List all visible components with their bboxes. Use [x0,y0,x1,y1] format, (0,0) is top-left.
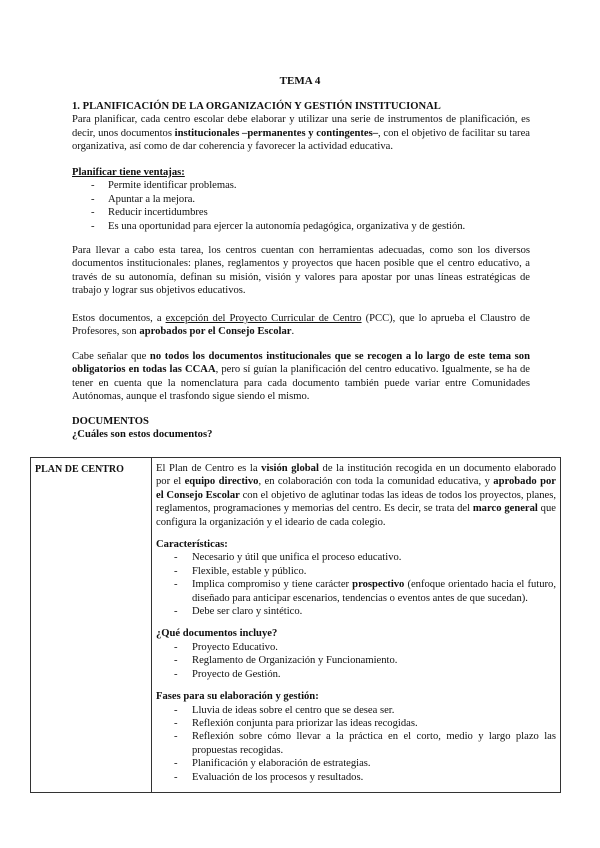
approval-paragraph: Estos documentos, a excepción del Proyecto Curricular de Centro (PCC), que lo aprueba el Claustro de Profesores, son aprobados por el Consejo Escolar. [72,313,531,338]
features-heading: Características: [156,539,228,551]
list-item: - Flexible, estable y público. [156,565,556,578]
list-item: - Permite identificar problemas. [72,179,530,192]
page-title: TEMA 4 [279,75,321,87]
list-item: - Planificación y elaboración de estrategias. [156,757,556,770]
phases-list [156,704,556,784]
plan-de-centro-label: PLAN DE CENTRO [31,458,152,793]
plan-de-centro-content [152,458,561,793]
obligation-paragraph: Cabe señalar que no todos los documentos institucionales que se recogen a lo largo de este tema son obligatorios en todas las CCAA, pero sí guían la planificación del centro educativo. Igualmente, se ha de tener en cuenta que la nomenclatura para cada documento también puede variar entre Comunidades Autónomas, aunque el trasfondo sigue siendo el mismo. [72,351,530,403]
includes-list [156,641,556,681]
intro-paragraph: Para planificar, cada centro escolar debe elaborar y utilizar una serie de instrumentos de planificación, es decir, unos documentos institucionales –permanentes y contingentes–, con el objetivo de facilitar su tarea organizativa, así como de dar coherencia y favorecer la actividad educativa. [72,114,530,153]
list-item: - Reflexión sobre cómo llevar a la práctica en el corto, medio y largo plazo las propuestas recogidas. [156,730,556,757]
plan-intro: El Plan de Centro es la visión global de la institución recogida en un documento elaborado por el equipo directivo, en colaboración con toda la comunidad educativa, y aprobado por el Consejo Escolar con el objetivo de aglutinar todas las ideas de todos los proyectos, planes, reglamentos, programaciones y memorias del centro. Es decir, se trata del marco general que configura la organización y el ideario de cada colegio. [156,463,556,528]
list-item: - Necesario y útil que unifica el proceso educativo. [156,551,556,564]
advantages-section [72,166,530,233]
list-item: - Evaluación de los procesos y resultados. [156,771,556,784]
includes-heading: ¿Qué documentos incluye? [156,628,278,640]
tools-paragraph: Para llevar a cabo esta tarea, los centros cuentan con herramientas adecuadas, como son los diversos documentos institucionales: planes, reglamentos y proyectos que hacen posible que el centro educativo, a través de su autonomía, definan su misión, visión y valores para apostar por unas líneas estratégicas de trabajo y lograr sus objetivos educativos. [72,245,530,297]
list-item: - Debe ser claro y sintético. [156,605,556,618]
list-item: - Proyecto Educativo. [156,641,556,654]
list-item: - Apuntar a la mejora. [72,193,530,206]
list-item: - Proyecto de Gestión. [156,668,556,681]
documents-heading: DOCUMENTOS [72,416,149,427]
documents-question: ¿Cuáles son estos documentos? [72,429,213,441]
list-item: - Es una oportunidad para ejercer la autonomía pedagógica, organizativa y de gestión. [72,220,530,233]
section-heading: 1. PLANIFICACIÓN DE LA ORGANIZACIÓN Y GESTIÓN INSTITUCIONAL [72,101,441,112]
list-item: - Reducir incertidumbres [72,206,530,219]
list-item: - Lluvia de ideas sobre el centro que se desea ser. [156,704,556,717]
phases-heading: Fases para su elaboración y gestión: [156,691,319,703]
list-item: - Implica compromiso y tiene carácter prospectivo (enfoque orientado hacia el futuro, diseñado para anticipar escenarios, tendencias o eventos antes de que sucedan). [156,578,556,605]
advantages-heading: Planificar tiene ventajas: [72,167,185,178]
features-list [156,551,556,618]
list-item: - Reflexión conjunta para priorizar las ideas recogidas. [156,717,556,730]
advantages-list [72,179,530,233]
table-row [31,458,561,793]
section-planificacion [72,100,530,154]
documents-table [30,457,561,793]
list-item: - Reglamento de Organización y Funcionamiento. [156,654,556,667]
documents-heading-block [72,415,530,442]
